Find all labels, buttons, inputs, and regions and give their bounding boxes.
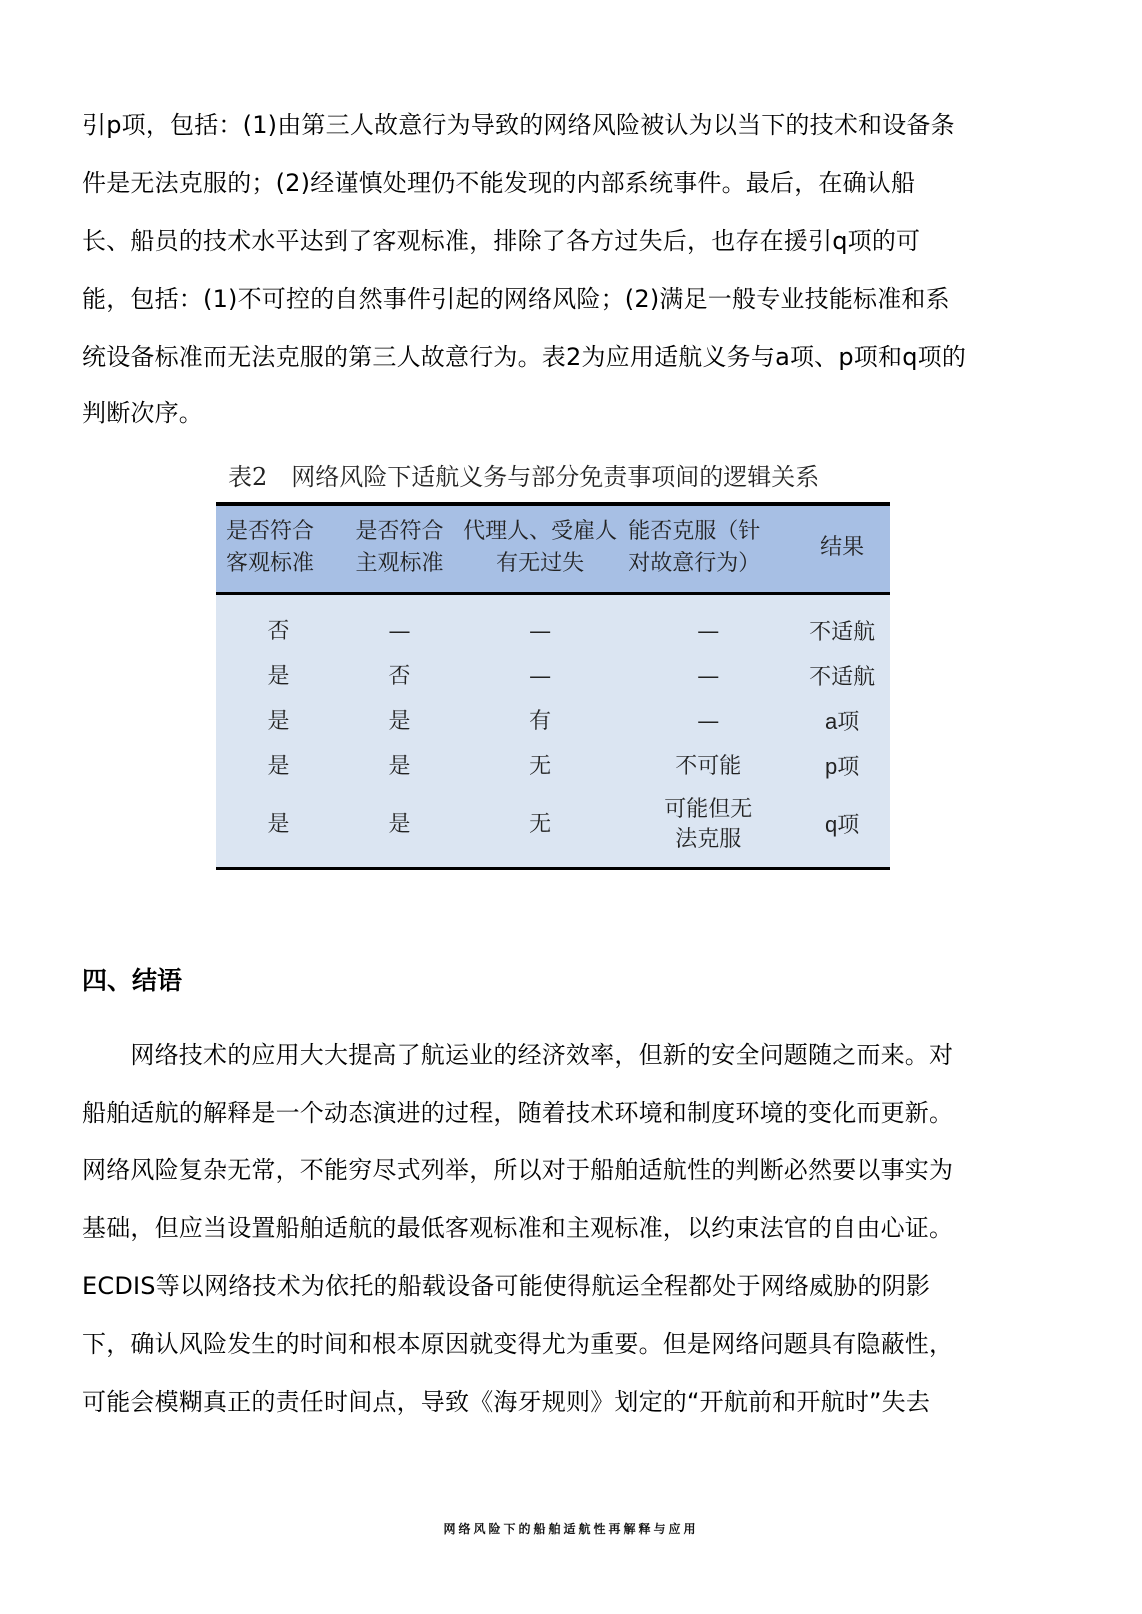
cell-objective: 是 (267, 753, 290, 779)
logic-table (216, 502, 890, 870)
cell-fault: 无 (529, 812, 552, 837)
header-objective (216, 504, 341, 594)
paragraph-line: 船舶适航的解释是一个动态演进的过程，随着技术环境和制度环境的变化而更新。 (82, 1099, 954, 1127)
cell-overcome-line: 可能但无 (664, 797, 753, 822)
table-caption (228, 462, 819, 492)
header-line: 代理人、受雇人 (463, 519, 618, 544)
header-line: 主观标准 (355, 551, 444, 576)
paragraph-line: 件是无法克服的；(2)经谨慎处理仍不能发现的内部系统事件。最后，在确认船 (82, 169, 916, 197)
cell-objective: 是 (267, 812, 290, 837)
paragraph-line: 下，确认风险发生的时间和根本原因就变得尤为重要。但是网络问题具有隐蔽性， (82, 1330, 954, 1358)
header-line: 是否符合 (355, 519, 444, 544)
paragraph-line: 长、船员的技术水平达到了客观标准，排除了各方过失后，也存在援引q项的可 (82, 227, 921, 255)
cell-subjective: 是 (388, 812, 411, 837)
header-line: 是否符合 (226, 519, 315, 544)
cell-result: p项 (825, 753, 860, 779)
table-caption-title: 网络风险下适航义务与部分免责事项间的逻辑关系 (291, 463, 820, 491)
cell-objective: 是 (267, 663, 290, 689)
table-row (216, 744, 890, 789)
cell-overcome-line: 法克服 (675, 827, 742, 852)
paragraph-line: 网络技术的应用大大提高了航运业的经济效率，但新的安全问题随之而来。对 (82, 1041, 954, 1069)
cell-fault: 有 (529, 708, 552, 734)
cell-objective: 是 (267, 708, 290, 734)
paragraph-line: 引p项，包括：(1)由第三人故意行为导致的网络风险被认为以当下的技术和设备条 (82, 111, 955, 139)
paragraph-line: 基础，但应当设置船舶适航的最低客观标准和主观标准，以约束法官的自由心证。 (82, 1214, 954, 1242)
header-line: 对故意行为） (628, 551, 761, 576)
cell-fault: — (529, 663, 552, 689)
cell-result: 不适航 (809, 618, 876, 644)
cell-fault: — (529, 618, 552, 644)
cell-overcome: 不可能 (675, 753, 742, 779)
cell-subjective: 否 (388, 663, 411, 689)
cell-result: a项 (825, 708, 860, 734)
cell-objective: 否 (267, 618, 290, 644)
header-result (794, 504, 890, 594)
paragraph-line: ECDIS等以网络技术为依托的船载设备可能使得航运全程都处于网络威胁的阴影 (82, 1272, 931, 1300)
cell-subjective: 是 (388, 753, 411, 779)
running-footer: 网络风险下的船舶适航性再解释与应用 (443, 1522, 699, 1536)
section-heading: 四、结语 (82, 966, 183, 995)
cell-overcome: — (697, 663, 720, 689)
cell-subjective: 是 (388, 708, 411, 734)
table-caption-number: 表2 (228, 463, 268, 491)
cell-fault: 无 (529, 753, 552, 779)
table-row (216, 789, 890, 869)
paragraph-line: 统设备标准而无法克服的第三人故意行为。表2为应用适航义务与a项、p项和q项的 (82, 343, 967, 371)
paragraph-line: 能，包括：(1)不可控的自然事件引起的网络风险；(2)满足一般专业技能标准和系 (82, 285, 950, 313)
header-line: 客观标准 (226, 551, 315, 576)
header-line: 能否克服（针 (628, 519, 761, 544)
table-header-row (216, 504, 890, 594)
table-row (216, 699, 890, 744)
header-line: 有无过失 (496, 551, 585, 576)
paragraph-line: 网络风险复杂无常，不能穷尽式列举，所以对于船舶适航性的判断必然要以事实为 (82, 1156, 954, 1184)
cell-result: q项 (825, 812, 860, 837)
paragraph-line: 判断次序。 (82, 399, 203, 427)
table-row (216, 594, 890, 655)
cell-subjective: — (388, 618, 411, 644)
cell-result: 不适航 (809, 663, 876, 689)
header-subjective (341, 504, 458, 594)
cell-overcome (622, 789, 794, 869)
cell-overcome: — (697, 708, 720, 734)
header-line: 结果 (820, 535, 865, 560)
paragraph-line: 可能会模糊真正的责任时间点，导致《海牙规则》划定的“开航前和开航时”失去 (82, 1388, 931, 1416)
table-row (216, 654, 890, 699)
header-overcome (622, 504, 794, 594)
header-fault (458, 504, 622, 594)
cell-overcome: — (697, 618, 720, 644)
